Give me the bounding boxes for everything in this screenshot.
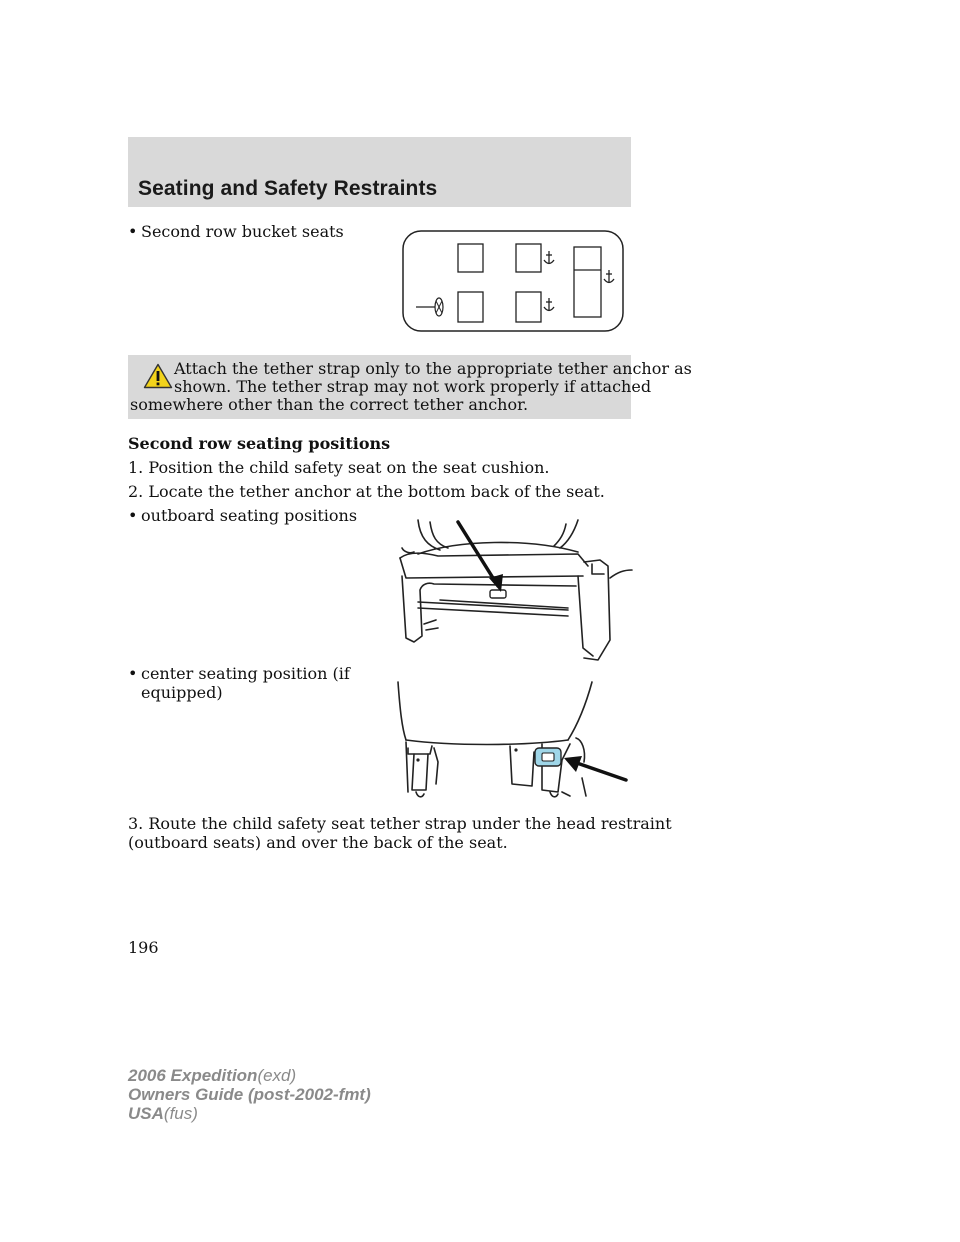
footer-model: 2006 Expedition bbox=[128, 1066, 258, 1085]
footer-line-2 bbox=[128, 1085, 371, 1104]
footer-line-3 bbox=[128, 1104, 198, 1123]
bullet-text-center: center seating position (if bbox=[141, 664, 350, 683]
footer-market-code: (fus) bbox=[163, 1104, 198, 1123]
page-number: 196 bbox=[128, 938, 159, 957]
warning-text-line: Attach the tether strap only to the appropriate tether anchor as bbox=[174, 359, 692, 378]
seat-second-row-left bbox=[458, 244, 483, 272]
bullet-text-center-cont: equipped) bbox=[141, 683, 223, 702]
step-3: 3. Route the child safety seat tether strap under the head restraint bbox=[128, 814, 672, 833]
footer-model-code: (exd) bbox=[257, 1066, 297, 1085]
step-2: 2. Locate the tether anchor at the bottom back of the seat. bbox=[128, 482, 605, 501]
warning-text-line: somewhere other than the correct tether anchor. bbox=[130, 395, 529, 414]
step-3-cont: (outboard seats) and over the back of the seat. bbox=[128, 833, 508, 852]
warning-triangle-icon bbox=[143, 363, 173, 389]
seat-front-passenger bbox=[458, 292, 483, 322]
footer-line-1 bbox=[128, 1066, 296, 1085]
seating-anchor-diagram bbox=[402, 230, 624, 332]
footer-market: USA bbox=[128, 1104, 164, 1123]
outboard-seat-illustration bbox=[378, 518, 634, 668]
bullet-dot: • bbox=[128, 506, 138, 525]
warning-text-line: shown. The tether strap may not work properly if attached bbox=[174, 377, 652, 396]
seat-third-row-bench bbox=[574, 247, 601, 317]
seat-front-driver-side bbox=[516, 292, 541, 322]
center-seat-illustration bbox=[392, 680, 630, 800]
section-heading: Second row seating positions bbox=[128, 434, 391, 453]
warning-box bbox=[128, 355, 692, 419]
step-1: 1. Position the child safety seat on the seat cushion. bbox=[128, 458, 550, 477]
section-header bbox=[128, 137, 631, 207]
section-title: Seating and Safety Restraints bbox=[138, 177, 438, 200]
bullet-dot: • bbox=[128, 664, 138, 683]
bullet-text-outboard: outboard seating positions bbox=[141, 506, 358, 525]
bullet-dot: • bbox=[128, 222, 138, 241]
seat-second-row-right bbox=[516, 244, 541, 272]
footer-guide: Owners Guide (post-2002-fmt) bbox=[128, 1085, 371, 1104]
bullet-text-bucket-seats: Second row bucket seats bbox=[141, 222, 344, 241]
